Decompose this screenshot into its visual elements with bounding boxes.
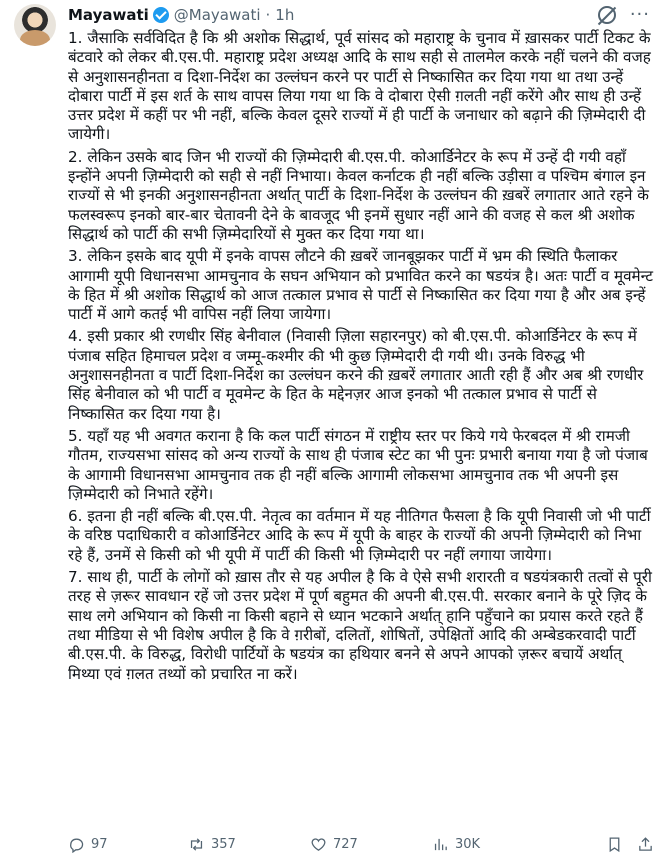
repost-button[interactable] [188,836,310,853]
heart-icon [310,836,327,853]
tweet-paragraph: 3. लेकिन इसके बाद यूपी में इनके वापस लौटने की ख़बरें जानबूझकर पार्टी में भ्रम की स्थिति फैलाकर आगामी यूपी विधानसभा आमचुनाव के सघन अभियान को प्रभावित करने का षडयंत्र है। अतः पार्टी व मूवमेन्ट के हित में श्री अशोक सिद्धार्थ को आज तत्काल प्रभाव से पार्टी से निष्कासित कर दिया गया है और अब इन्हें पार्टी में आगे कतई भी वापिस नहीं लिया जायेगा। [68,247,654,324]
like-button[interactable] [310,836,432,853]
tweet-text [68,29,654,687]
repost-count: 357 [211,836,236,852]
tweet-paragraph: 7. साथ ही, पार्टी के लोगों को ख़ास तौर से यह अपील है कि वे ऐसे सभी शरारती व षडयंत्रकारी तत्वों से पूरी तरह से ज़रूर सावधान रहें जो उत्तर प्रदेश में पूर्ण बहुमत की अपनी बी.एस.पी. सरकार बनाने के पूरे ज़िद के साथ लगे अभियान को किसी ना किसी बहाने से ध्यान भटकाने अर्थात् हानि पहुँचाने का प्रयास करते रहते हैं तथा मीडिया से भी विशेष अपील है कि वे ग़रीबों, दलितों, शोषितों, उपेक्षितों आदि की अम्बेडकरवादी पार्टी बी.एस.पी. के विरुद्ध, विरोधी पार्टियों के षडयंत्र का हथियार बनने से अपने आपको ज़रूर बचायें अर्थात् मिथ्या एवं ग़लत तथ्यों को प्रचारित ना करें। [68,568,652,683]
views-chart-icon [432,836,449,853]
author-name[interactable]: Mayawati [68,6,149,24]
verified-badge-icon[interactable] [153,7,169,23]
tweet-paragraph: 5. यहाँ यह भी अवगत कराना है कि कल पार्टी संगठन में राष्ट्रीय स्तर पर किये गये फेरबदल में श्री रामजी गौतम, राज्यसभा सांसद को अन्य राज्यों के साथ ही पंजाब स्टेट का भी पुनः प्रभारी बनाया गया है जो पंजाब के आगामी विधानसभा आमचुनाव तक ही नहीं बल्कि आगामी लोकसभा आमचुनाव तक भी अपनी इस ज़िम्मेदारी को निभाते रहेंगे। [68,426,648,503]
grok-icon[interactable] [598,6,616,24]
reply-button[interactable] [68,836,188,853]
like-count: 727 [333,836,358,852]
reply-count: 97 [91,836,108,852]
tweet-paragraph: 4. इसी प्रकार श्री रणधीर सिंह बेनीवाल (निवासी ज़िला सहारनपुर) को बी.एस.पी. कोआर्डिनेटर के रूप में पंजाब सहित हिमाचल प्रदेश व जम्मू-कश्मीर की भी कुछ ज़िम्मेदारी दी गयी थी। उनके विरुद्ध भी अनुशासनहीनता व पार्टी दिशा-निर्देश का उल्लंघन करने की ख़बरें लगातार आती रही हैं और अब श्री रणधीर सिंह बेनीवाल को भी पार्टी व मूवमेन्ट के हित के मद्देनज़र आज इनको भी तत्काल प्रभाव से पार्टी से निष्कासित कर दिया गया है। [68,327,644,423]
separator-dot: · [265,6,271,24]
share-icon[interactable] [637,836,654,853]
action-bar [68,834,654,854]
tweet-paragraph: 6. इतना ही नहीं बल्कि बी.एस.पी. नेतृत्व का वर्तमान में यह नीतिगत फैसला है कि यूपी निवासी जो भी पार्टी के वरिष्ठ पदाधिकारी व कोआर्डिनेटर आदि के रूप में यूपी के बाहर के राज्यों की अपनी ज़िम्मेदारी को निभा रहे हैं, उनमें से किसी को भी यूपी में पार्टी की किसी भी ज़िम्मेदारी पर नहीं लगाया जायेगा। [68,507,651,564]
post-time[interactable]: 1h [275,6,295,24]
more-icon[interactable]: ··· [629,4,650,25]
bookmark-icon[interactable] [606,836,623,853]
author-handle[interactable]: @Mayawati [173,6,261,24]
reply-icon [68,836,85,853]
tweet-paragraph: 1. जैसाकि सर्वविदित है कि श्री अशोक सिद्धार्थ, पूर्व सांसद को महाराष्ट्र के चुनाव में ख़ासकर पार्टी टिकट के बंटवारे को लेकर बी.एस.पी. महाराष्ट्र प्रदेश अध्यक्ष आदि के साथ सही से तालमेल करके नहीं चलने की वजह से अनुशासनहीनता व दिशा-निर्देश का उल्लंघन करने पर पार्टी से निष्कासित कर दिया गया था तथा उन्हें दोबारा पार्टी में इस शर्त के साथ वापस लिया गया था कि वे दोबारा ऐसी ग़लती नहीं करेंगे और साथ ही उन्हें उत्तर प्रदेश में कहीं पर भी नहीं, बल्कि केवल दूसरे राज्यों में ही पार्टी के जनाधार को बढ़ाने की ज़िम्मेदारी दी जायेगी। [68,29,651,144]
tweet-header [68,4,650,26]
views-button[interactable] [432,836,544,853]
tweet-paragraph: 2. लेकिन उसके बाद जिन भी राज्यों की ज़िम्मेदारी बी.एस.पी. कोआर्डिनेटर के रूप में उन्हें दी गयी वहाँ इन्होंने अपनी ज़िम्मेदारी को सही से नहीं निभाया। केवल कर्नाटक ही नहीं बल्कि उड़ीसा व पश्चिम बंगाल इन राज्यों से भी इनकी अनुशासनहीनता अर्थात् पार्टी के दिशा-निर्देश के उल्लंघन की ख़बरें लगातार आते रहने के फलस्वरूप इनको बार-बार चेतावनी देने के बावजूद भी इनमें सुधार नहीं आने की वजह से कल श्री अशोक सिद्धार्थ को पार्टी की सभी ज़िम्मेदारियों से मुक्त कर दिया गया था। [68,147,649,243]
repost-icon [188,836,205,853]
avatar[interactable] [14,4,56,46]
views-count: 30K [455,836,481,852]
